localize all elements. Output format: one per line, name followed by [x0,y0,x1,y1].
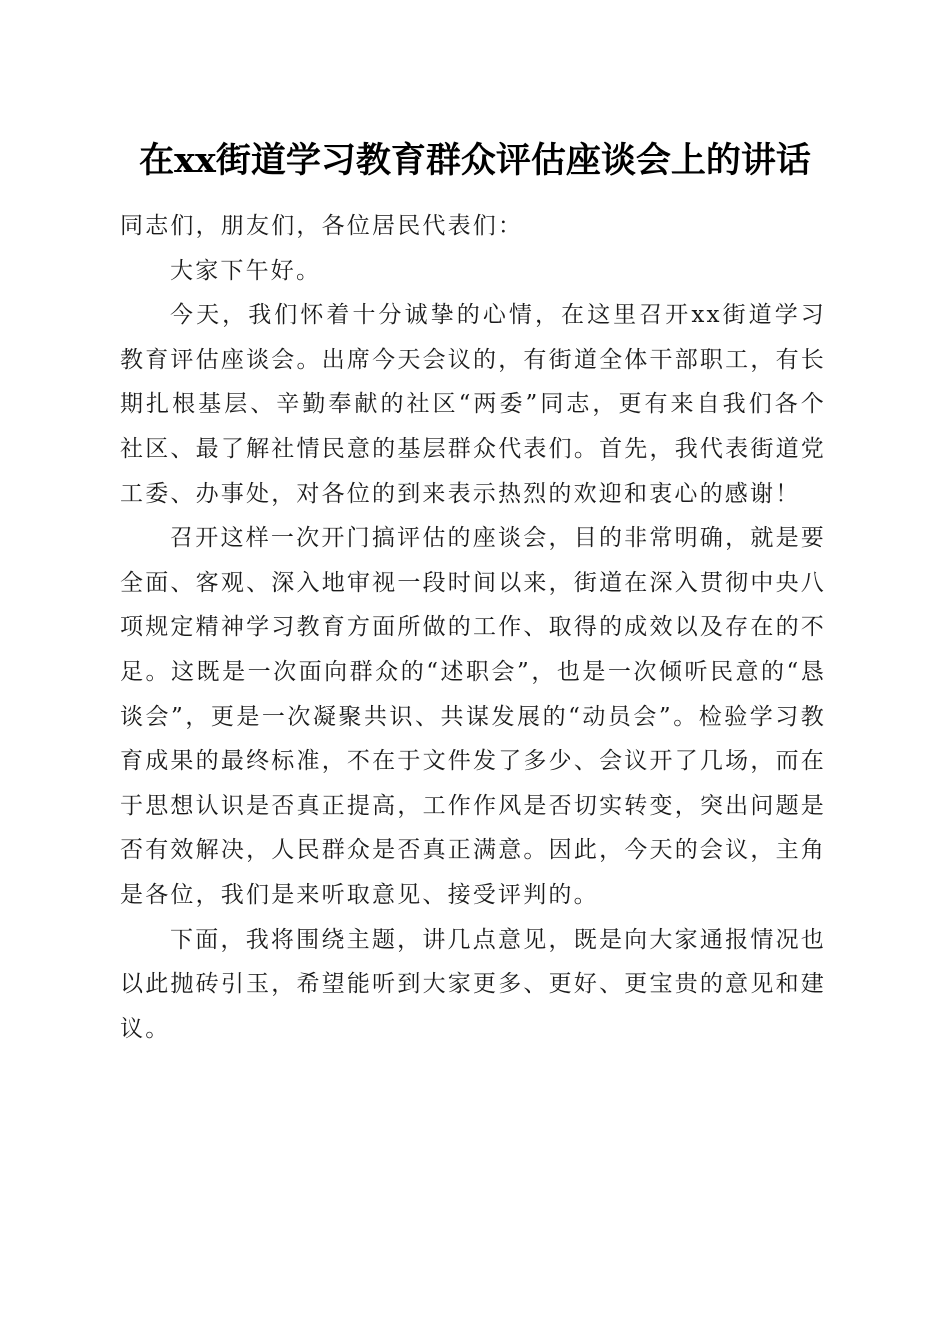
salutation: 同志们，朋友们，各位居民代表们： [120,213,524,239]
paragraph-opening: 今天，我们怀着十分诚挚的心情，在这里召开xx街道学习教育评估座谈会。出席今天会议的，有街道全体干部职工，有长期扎根基层、辛勤奉献的社区“两委”同志，更有来自我们各个社区、最了解社情民意的基层群众代表们。首先，我代表街道党工委、办事处，对各位的到来表示热烈的欢迎和衷心的感谢！ [120,302,826,507]
paragraph-purpose: 召开这样一次开门搞评估的座谈会，目的非常明确，就是要全面、客观、深入地审视一段时间以来，街道在深入贯彻中央八项规定精神学习教育方面所做的工作、取得的成效以及存在的不足。这既是一次面向群众的“述职会”，也是一次倾听民意的“恳谈会”，更是一次凝聚共识、共谋发展的“动员会”。检验学习教育成果的最终标准，不在于文件发了多少、会议开了几场，而在于思想认识是否真正提高，工作作风是否切实转变，突出问题是否有效解决，人民群众是否真正满意。因此，今天的会议，主角是各位，我们是来听取意见、接受评判的。 [120,525,826,908]
paragraph-greeting: 大家下午好。 [170,257,322,284]
document-body [120,204,826,1051]
paragraph-outline: 下面，我将围绕主题，讲几点意见，既是向大家通报情况也以此抛砖引玉，希望能听到大家更多、更好、更宝贵的意见和建议。 [120,926,826,1042]
document-title: 在xx街道学习教育群众评估座谈会上的讲话 [139,140,811,181]
